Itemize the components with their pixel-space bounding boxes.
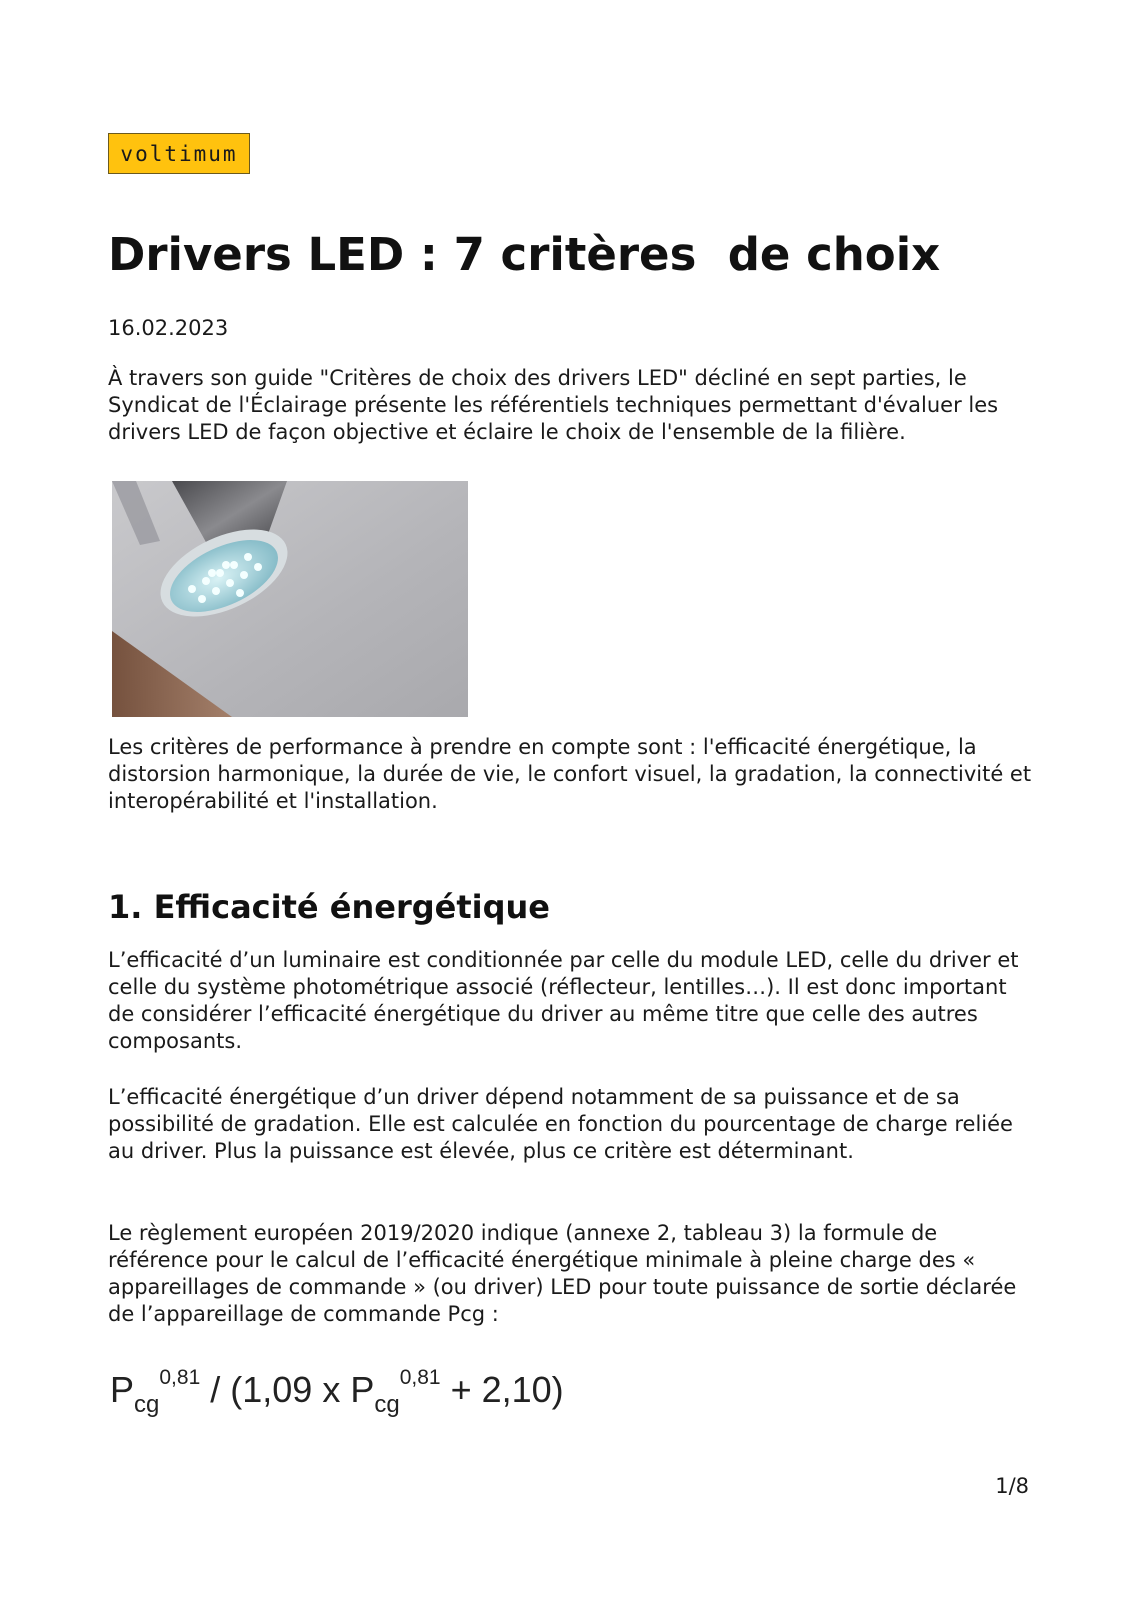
intro-paragraph: À travers son guide "Critères de choix des drivers LED" décliné en sept parties, le Syndicat de l'Éclairage présente les référentiels techniques permettant d'évaluer les drivers LED de façon objective et éclaire le choix de l'ensemble de la filière. [108, 366, 999, 444]
section1-paragraph-2: L’efficacité énergétique d’un driver dépend notamment de sa puissance et de sa possibilité de gradation. Elle est calculée en fonction du pourcentage de charge reliée au driver. Plus la puissance est élevée, plus ce critère est déterminant. [108, 1085, 1013, 1163]
efficiency-formula: $P_{cg}^{0,81} / (1,09$ x $P_{cg}^{0,81} + 2,10$) [110, 1366, 564, 1418]
section-heading-efficacite: 1. Efficacité énergétique [108, 888, 550, 926]
logo-text: voltimum [120, 141, 238, 166]
criteria-paragraph: Les critères de performance à prendre en compte sont : l'efficacité énergétique, la distorsion harmonique, la durée de vie, le confort visuel, la gradation, la connectivité et interopérabilité et l'installation. [108, 735, 1032, 813]
voltimum-logo[interactable] [108, 133, 250, 174]
page-number: 1/8 [995, 1474, 1029, 1498]
section1-paragraph-1: L’efficacité d’un luminaire est conditionnée par celle du module LED, celle du driver et celle du système photométrique associé (réflecteur, lentilles…). Il est donc important de considérer l’efficacité énergétique du driver au même titre que celle des autres composants. [108, 948, 1019, 1053]
article-date: 16.02.2023 [108, 316, 229, 340]
article-title: Drivers LED : 7 critères de choix [108, 228, 941, 281]
section1-paragraph-3: Le règlement européen 2019/2020 indique (annexe 2, tableau 3) la formule de référence pour le calcul de l’efficacité énergétique minimale à pleine charge des « appareillages de commande » (ou driver) LED pour toute puissance de sortie déclarée de l’appareillage de commande Pcg : [108, 1221, 1017, 1326]
led-spotlight-photo [112, 481, 468, 717]
